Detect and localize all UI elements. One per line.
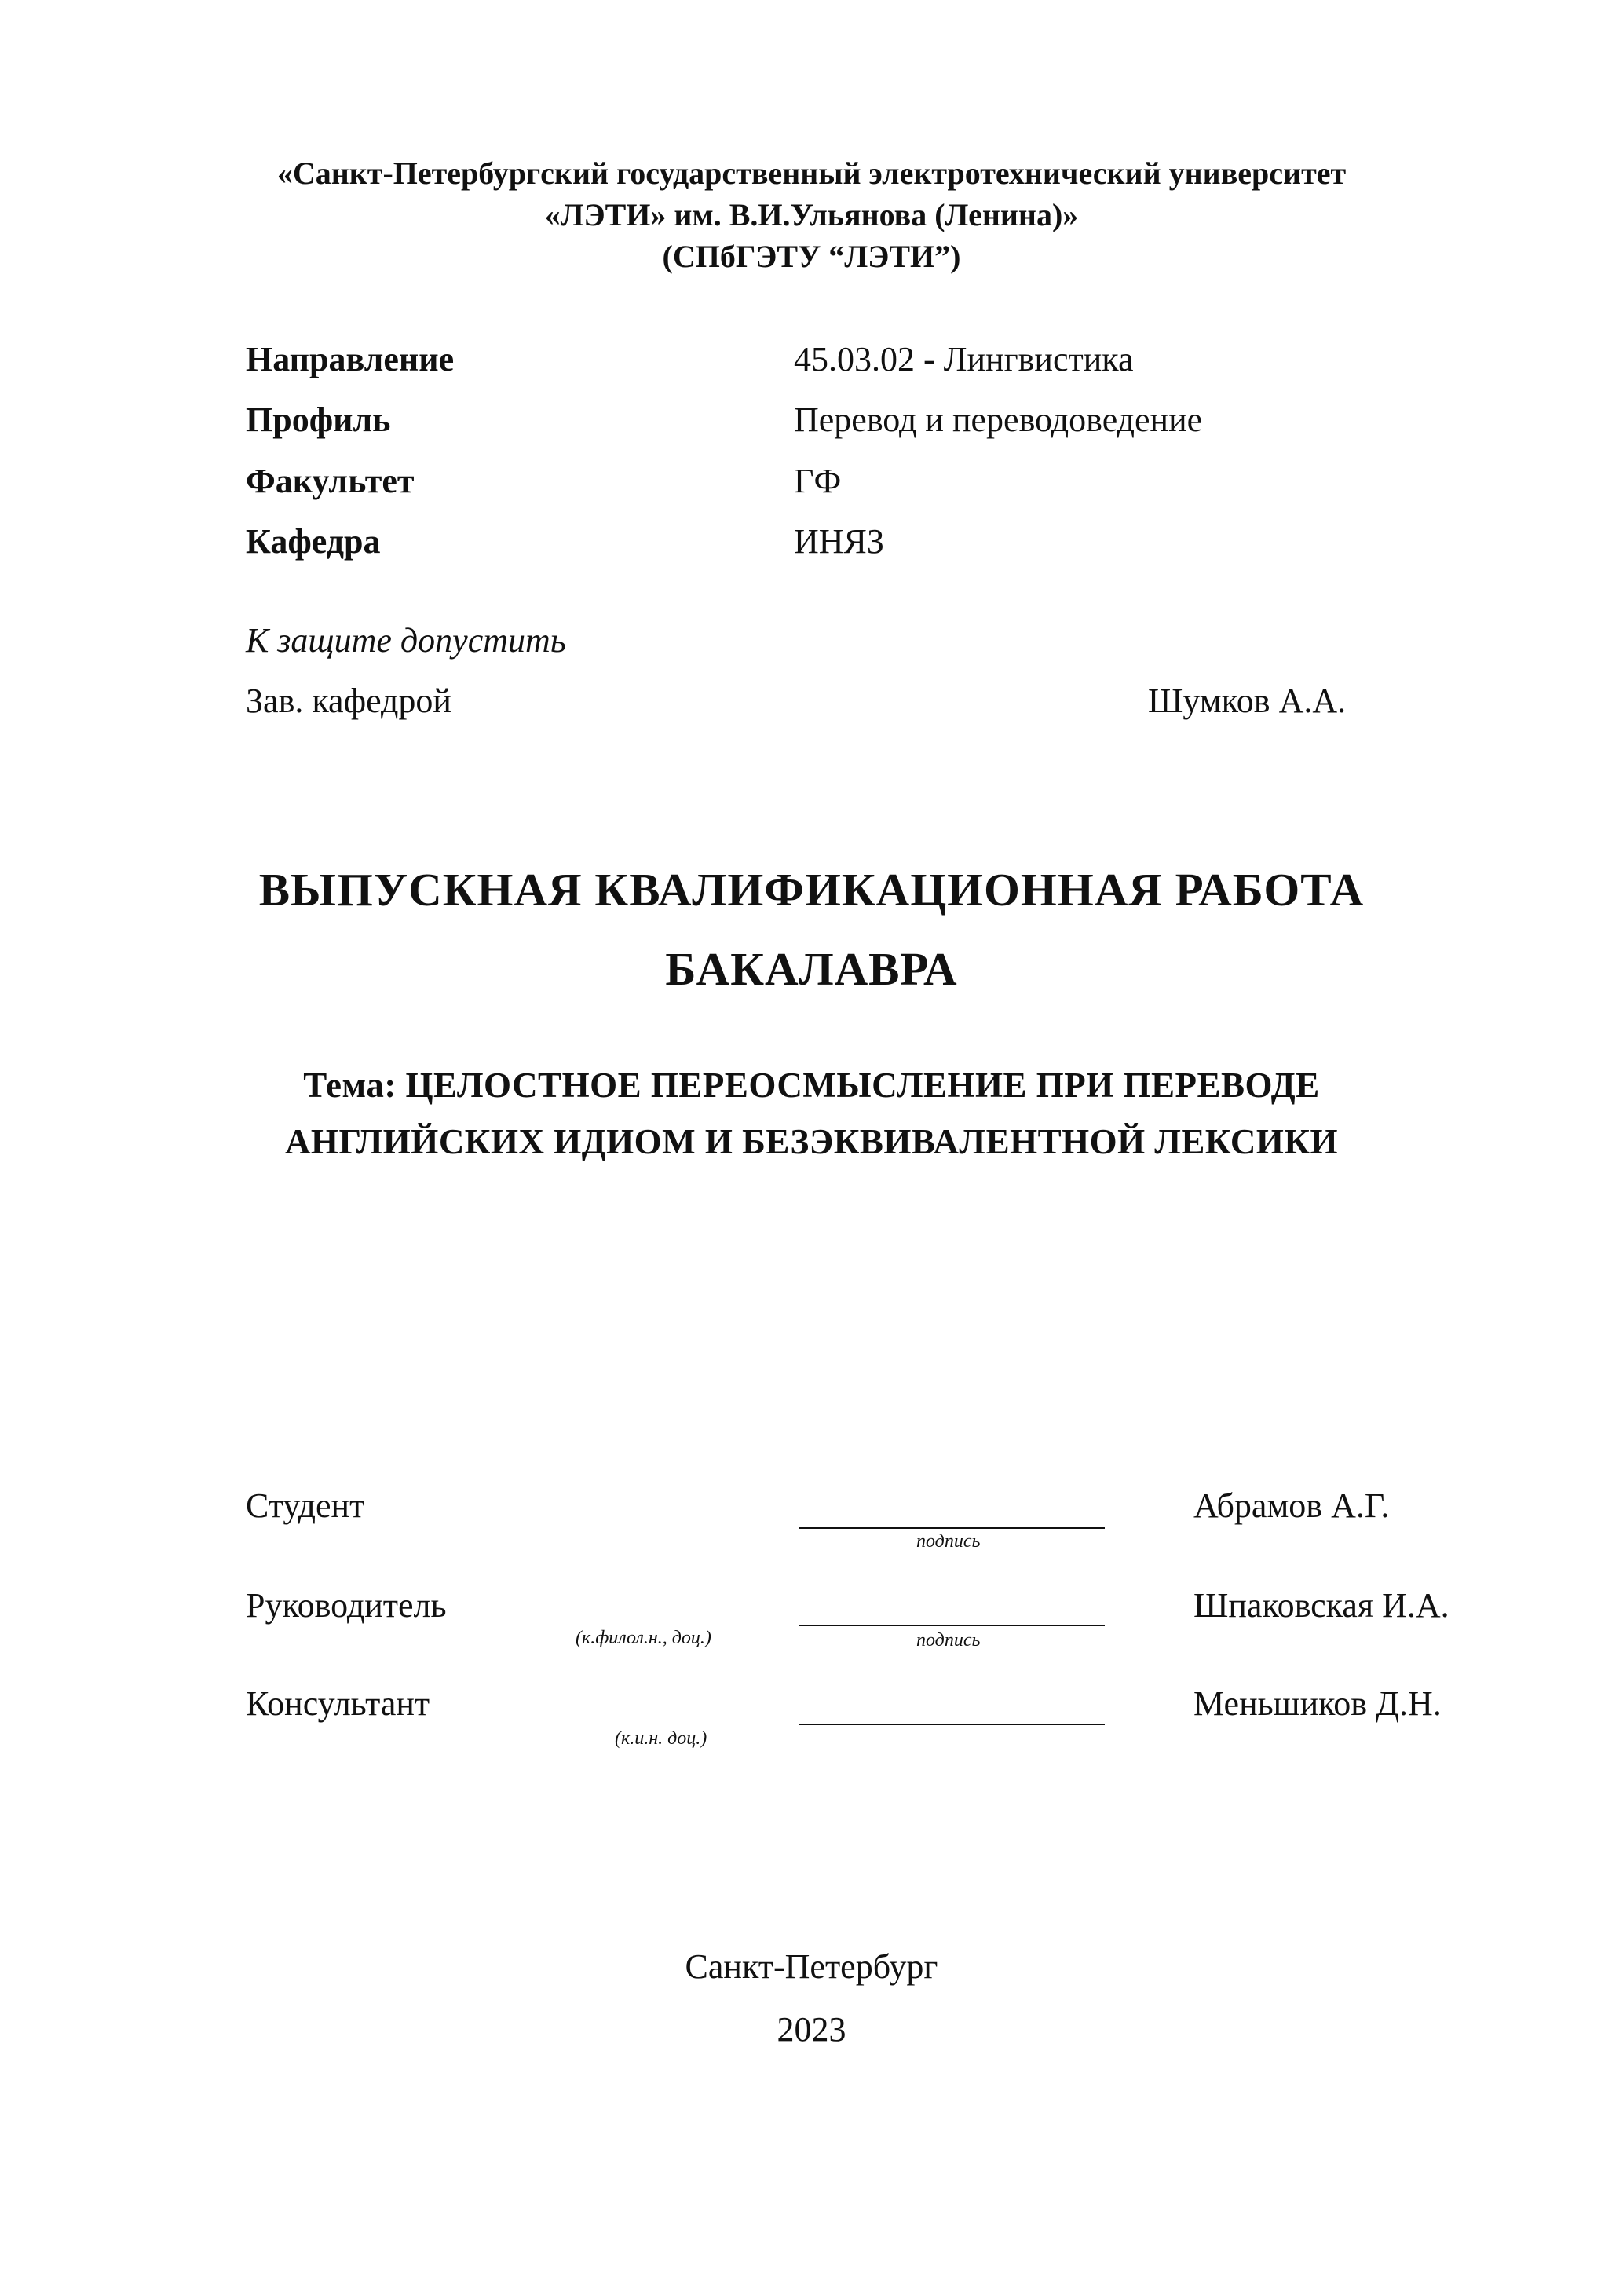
student-name: Абрамов А.Г.	[1193, 1486, 1390, 1525]
field-value-faculty: ГФ	[794, 462, 842, 500]
field-value-department: ИНЯЗ	[794, 522, 884, 561]
supervisor-name: Шпаковская И.А.	[1193, 1586, 1449, 1625]
document-title-line1: ВЫПУСКНАЯ КВАЛИФИКАЦИОННАЯ РАБОТА	[258, 864, 1365, 916]
field-label-profile: Профиль	[246, 400, 391, 439]
consultant-degree: (к.и.н. доц.)	[615, 1728, 707, 1749]
university-name-line2: «ЛЭТИ» им. В.И.Ульянова (Ленина)»	[544, 197, 1079, 232]
supervisor-degree: (к.филол.н., доц.)	[576, 1628, 711, 1648]
university-abbreviation: (СПбГЭТУ “ЛЭТИ”)	[662, 239, 961, 274]
field-value-direction: 45.03.02 - Лингвистика	[794, 340, 1134, 378]
supervisor-signature-line	[799, 1625, 1105, 1626]
field-value-profile: Перевод и переводоведение	[794, 400, 1203, 439]
student-signature-line	[799, 1527, 1105, 1529]
field-label-faculty: Факультет	[246, 462, 415, 500]
consultant-name: Меньшиков Д.Н.	[1193, 1684, 1442, 1723]
footer-city: Санкт-Петербург	[685, 1947, 938, 1986]
topic-line1: Тема: ЦЕЛОСТНОЕ ПЕРЕОСМЫСЛЕНИЕ ПРИ ПЕРЕВОДЕ	[303, 1066, 1320, 1105]
consultant-role: Консультант	[246, 1684, 430, 1723]
footer-year: 2023	[777, 2010, 846, 2049]
student-signature-caption: подпись	[916, 1531, 981, 1552]
approval-heading: К защите допустить	[246, 621, 566, 660]
topic-line2: АНГЛИЙСКИХ ИДИОМ И БЕЗЭКВИВАЛЕНТНОЙ ЛЕКСИКИ	[284, 1122, 1339, 1161]
supervisor-role: Руководитель	[246, 1586, 447, 1625]
university-name-line1: «Санкт-Петербургский государственный электротехнический университет	[276, 155, 1347, 191]
approval-name: Шумков А.А.	[1148, 682, 1347, 720]
student-role: Студент	[246, 1486, 365, 1525]
document-title-line2: БАКАЛАВРА	[665, 943, 958, 995]
supervisor-signature-caption: подпись	[916, 1630, 981, 1651]
approval-role: Зав. кафедрой	[246, 682, 451, 720]
consultant-signature-line	[799, 1724, 1105, 1725]
field-label-direction: Направление	[246, 340, 455, 378]
field-label-department: Кафедра	[246, 522, 381, 561]
